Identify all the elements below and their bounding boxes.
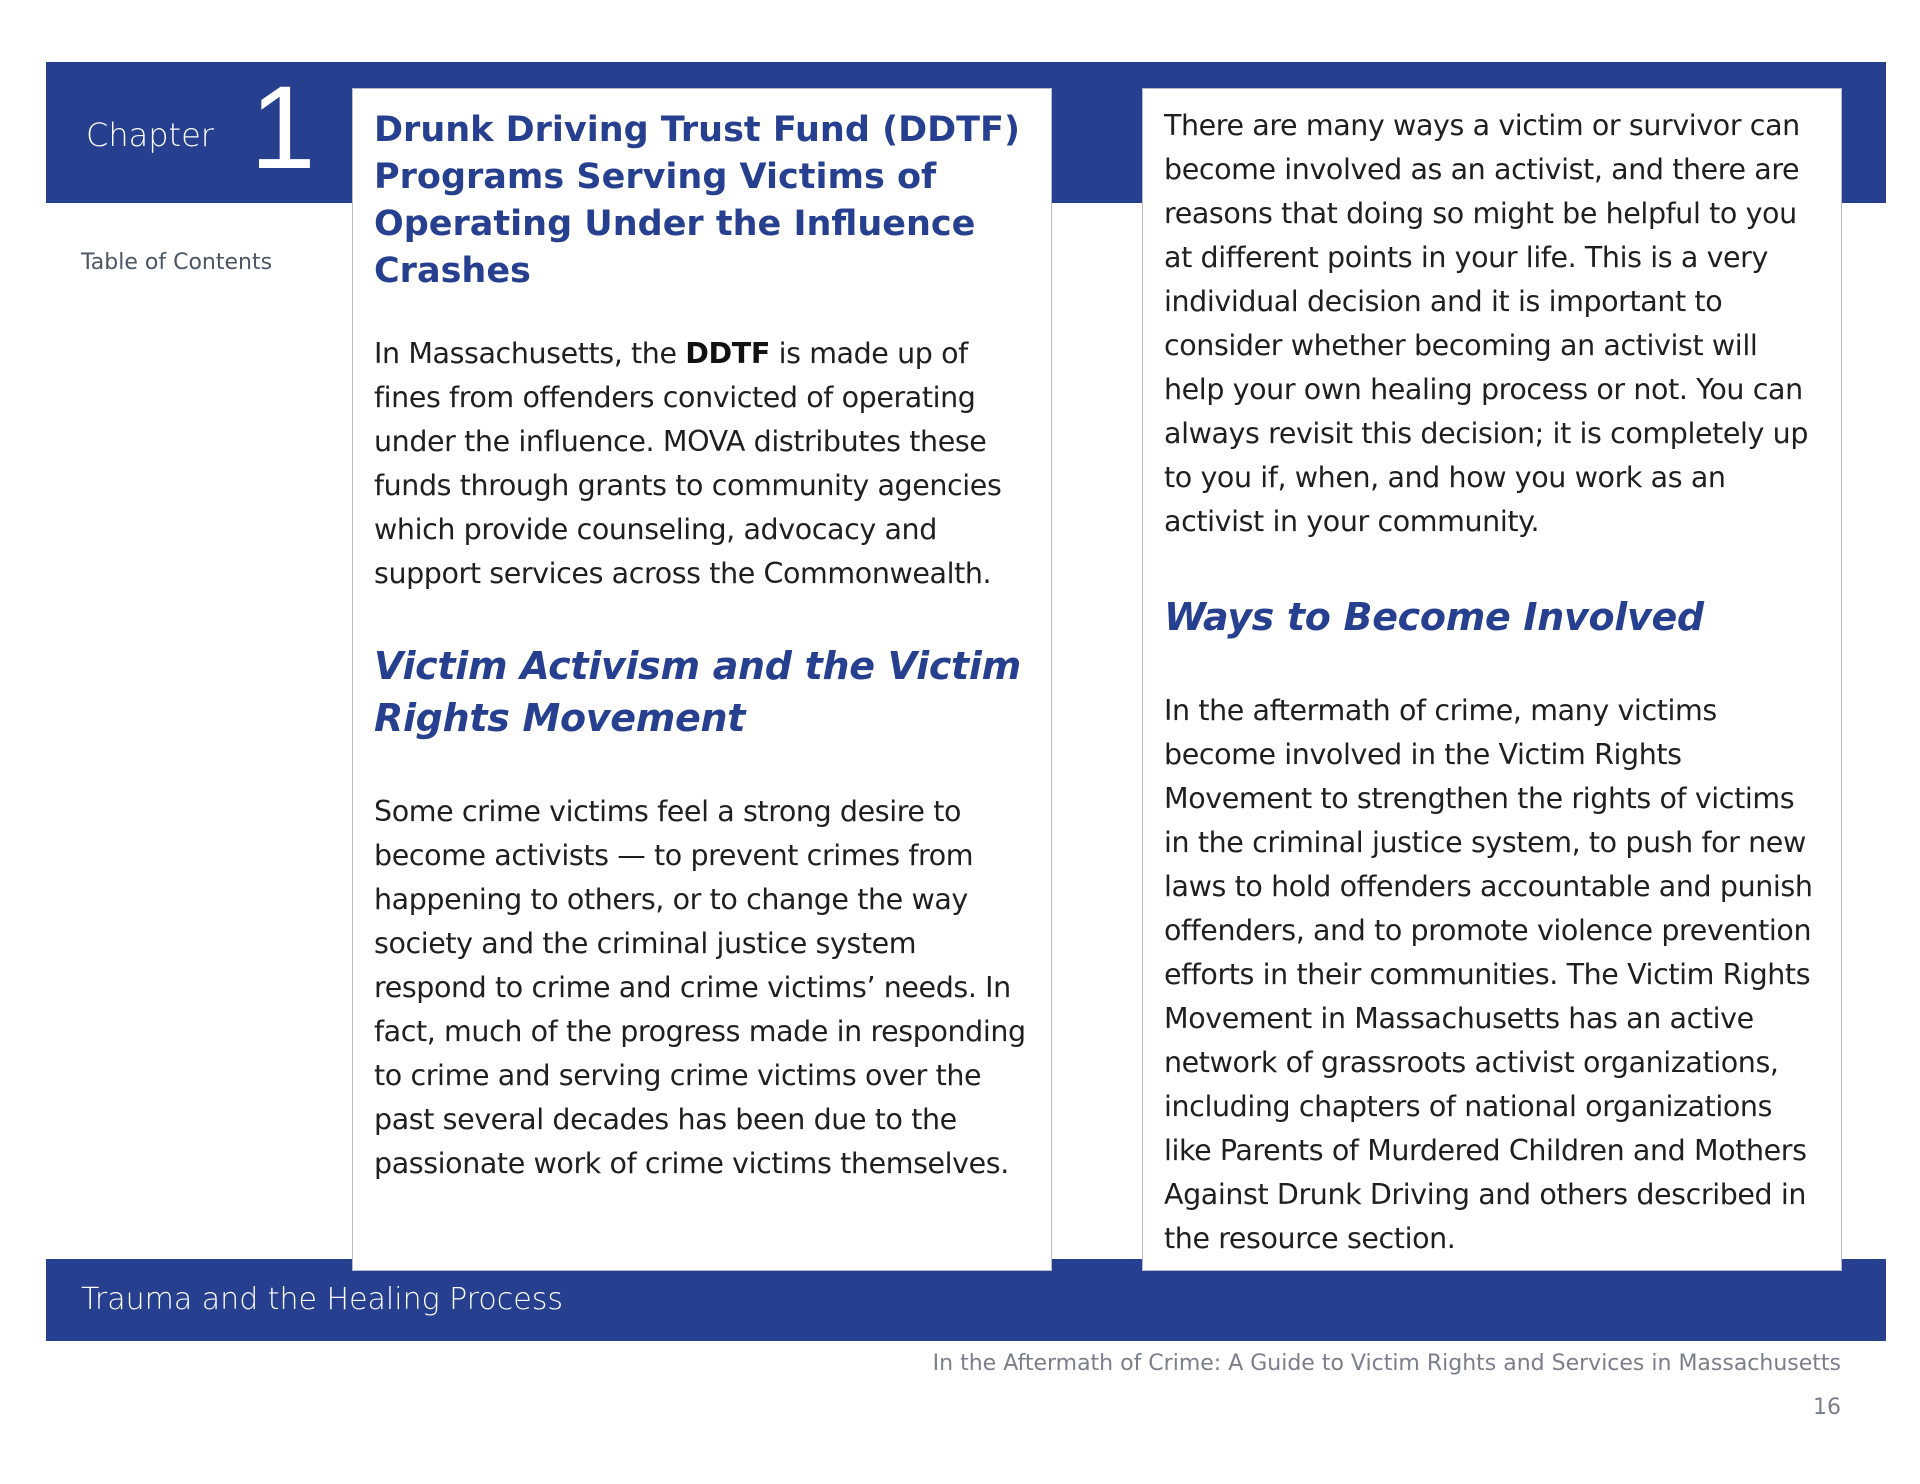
guide-title: In the Aftermath of Crime: A Guide to Victim Rights and Services in Massachusetts <box>932 1351 1841 1376</box>
ddtf-paragraph-text-end: is made up of fines from offenders convicted of operating under the influence. MOVA distributes these funds through grants to community agencies which provide counseling, advocacy and support services across the Commonwealth. <box>374 337 1002 590</box>
ddtf-acronym: DDTF <box>685 337 770 370</box>
chapter-number: 1 <box>250 62 316 194</box>
activism-heading: Victim Activism and the Victim Rights Movement <box>374 644 1021 740</box>
activism-paragraph: Some crime victims feel a strong desire to become activists — to prevent crimes from happening to others, or to change the way society and the criminal justice system respond to crime and crime victims’ needs. In fact, much of the progress made in responding to crime and serving crime victims over the past several decades has been due to the passionate work of crime victims themselves. <box>374 795 1026 1180</box>
ways-heading: Ways to Become Involved <box>1164 595 1704 639</box>
right-content-panel <box>1142 88 1842 1271</box>
page-number: 16 <box>1813 1395 1841 1420</box>
ddtf-paragraph-text-start: In Massachusetts, the <box>374 337 686 370</box>
ways-paragraph: In the aftermath of crime, many victims become involved in the Victim Rights Movement to strengthen the rights of victims in the criminal justice system, to push for new laws to hold offenders accountable and punish offenders, and to promote violence prevention efforts in their communities. The Victim Rights Movement in Massachusetts has an active network of grassroots activist organizations, including chapters of national organizations like Parents of Murdered Children and Mothers Against Drunk Driving and others described in the resource section. <box>1164 694 1813 1255</box>
left-content-panel <box>352 88 1052 1271</box>
ddtf-paragraph <box>374 332 1033 596</box>
ddtf-heading: Drunk Driving Trust Fund (DDTF) Programs Serving Victims of Operating Under the Influence Crashes <box>374 110 1020 291</box>
chapter-label: Chapter <box>86 116 214 154</box>
table-of-contents-link[interactable]: Table of Contents <box>81 250 273 275</box>
footer-section-title: Trauma and the Healing Process <box>81 1282 563 1317</box>
activist-intro-paragraph: There are many ways a victim or survivor can become involved as an activist, and there are reasons that doing so might be helpful to you at different points in your life. This is a very individual decision and it is important to consider whether becoming an activist will help your own healing process or not. You can always revisit this decision; it is completely up to you if, when, and how you work as an activist in your community. <box>1164 109 1809 538</box>
